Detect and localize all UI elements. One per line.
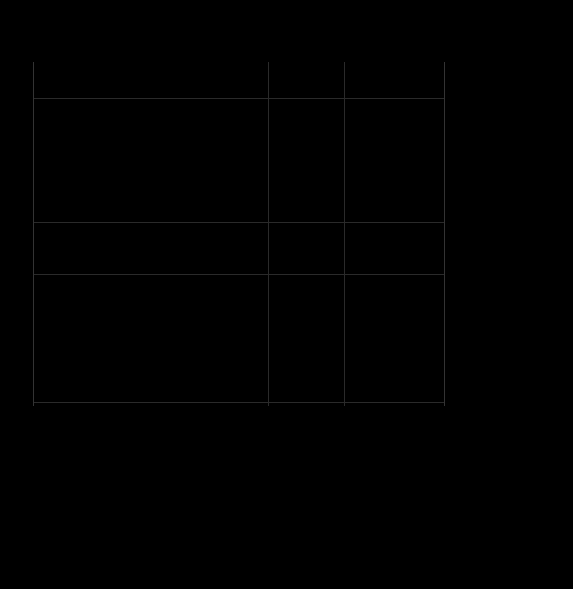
row-unit: Käynti [350, 342, 382, 353]
row-label-text: - Terveyskeskuskäynti [40, 310, 150, 322]
table-row [34, 162, 444, 178]
footnote: 2) Perustuu kunnan suorittamaan kunnan, ns. Suomen kunnan, kustannustietoon. [33, 456, 410, 467]
row-unit: Käynti [350, 306, 382, 317]
table-row [34, 108, 444, 124]
table-bottom-rule [34, 402, 444, 403]
section-rule [34, 274, 444, 275]
row-label: Perusopetus [40, 110, 102, 121]
row-unit: Asukas [350, 200, 386, 211]
row-label: Yliopistokoulutuksen laajuusosuus [40, 182, 212, 193]
row-unit: Ikäkuppiala [350, 250, 408, 261]
row-label: Yleiset kirjastot [40, 200, 118, 211]
footnote: 4) Sisältää ostopalvelut ja psykiatriaan. [33, 503, 215, 514]
row-value: 66,0 [319, 232, 342, 243]
table-row [34, 248, 444, 264]
footnote-marker: 2 [123, 252, 129, 260]
row-label: Ammattikorkeakoulutus [40, 164, 159, 175]
footnotes [33, 412, 483, 549]
table-row [34, 340, 444, 356]
row-unit: Oppilas [350, 110, 388, 121]
table-row [34, 376, 444, 392]
table-row [34, 144, 444, 160]
row-unit: Opiskelija [350, 146, 399, 157]
row-value: 9 393,0 [303, 182, 342, 193]
row-value: 80,1 [319, 306, 342, 317]
row-unit: Ikäkuppiala [350, 324, 408, 335]
row-label-text: Lasten päivähoito [40, 236, 130, 248]
sources-note: Lähteet: Opetushallitus, Terveyden ja hyvinvoinnin laitos, Suomen yleisten kirjastojen tilastot ja Tilastokeskus [33, 520, 474, 544]
row-label-text: - Somaattinen erikoissairaanhoito [40, 382, 209, 394]
table-title: Taulukko 1. Pellon julkisten palveluiden keskimääräiset kustannukset vuonna 2016 [33, 38, 573, 52]
footnote: 1) Sisältää kuntien kustantaman oma- ja kotipäivähoitohoidon. Ikäkuppiaksen määrä on palvelusta oma- ja kotipäivähoidon osalta siten, että osapäivähoidon hoitopäivän käyttö palvelumäärä 0,6 ja kotipäivähoidon hoitopäivän kerroin on 1. [33, 413, 439, 450]
row-unit: Opiskelija [350, 182, 399, 193]
row-label [40, 376, 262, 396]
table-row [34, 304, 444, 320]
row-value: 88,3 [319, 342, 342, 353]
table-row [34, 286, 444, 302]
row-unit: Opiskelija [350, 164, 399, 175]
footnote-marker: 4 [208, 380, 214, 388]
footnote-marker: 1 [129, 234, 134, 242]
footnote: 3) Sisältää lääkärikäynnit, ml. sain. neuvola ja fysioterapia. Perusterveydenhuollon käyntimäärä kustannus keskimäärin 51,4 euroa/käynti. [33, 473, 475, 497]
row-label: - Hammashoito [40, 342, 117, 353]
section-rule [34, 222, 444, 223]
header-rule [34, 98, 444, 99]
row-value: 5,0 [326, 200, 342, 211]
row-value: 8 075,0 [303, 164, 342, 175]
row-unit: Opiskelija [350, 128, 399, 139]
footnote-marker: 3 [149, 308, 154, 316]
row-label: Lukiokoulutus [40, 128, 109, 139]
row-unit: Ikäkuppiala [350, 232, 408, 243]
table-row [34, 180, 444, 196]
row-label: Perusterveydenhuolto [40, 288, 151, 299]
row-value: 203,0 [313, 324, 342, 335]
table-row [34, 358, 444, 374]
table-row [34, 126, 444, 142]
row-value: 7 651,0 [303, 128, 342, 139]
row-label-text: Vanhainkotihoito [40, 254, 124, 266]
row-value: 11 180,0 [297, 146, 342, 157]
table-row [34, 198, 444, 214]
row-label: - Vuodeosastohoito [40, 324, 136, 335]
row-label [40, 248, 262, 268]
table-row [34, 230, 444, 246]
row-label: Ammatillinen peruskoulutus [40, 146, 181, 157]
row-value: 151,0 [313, 250, 342, 261]
table-row [34, 322, 444, 338]
row-unit: Ikäkuppiala [350, 378, 408, 389]
row-value: 9 006,0 [303, 110, 342, 121]
cost-table [33, 62, 445, 406]
row-label: Erikoissairaanhoito [40, 360, 135, 371]
row-value: 1 141,0 [303, 378, 342, 389]
